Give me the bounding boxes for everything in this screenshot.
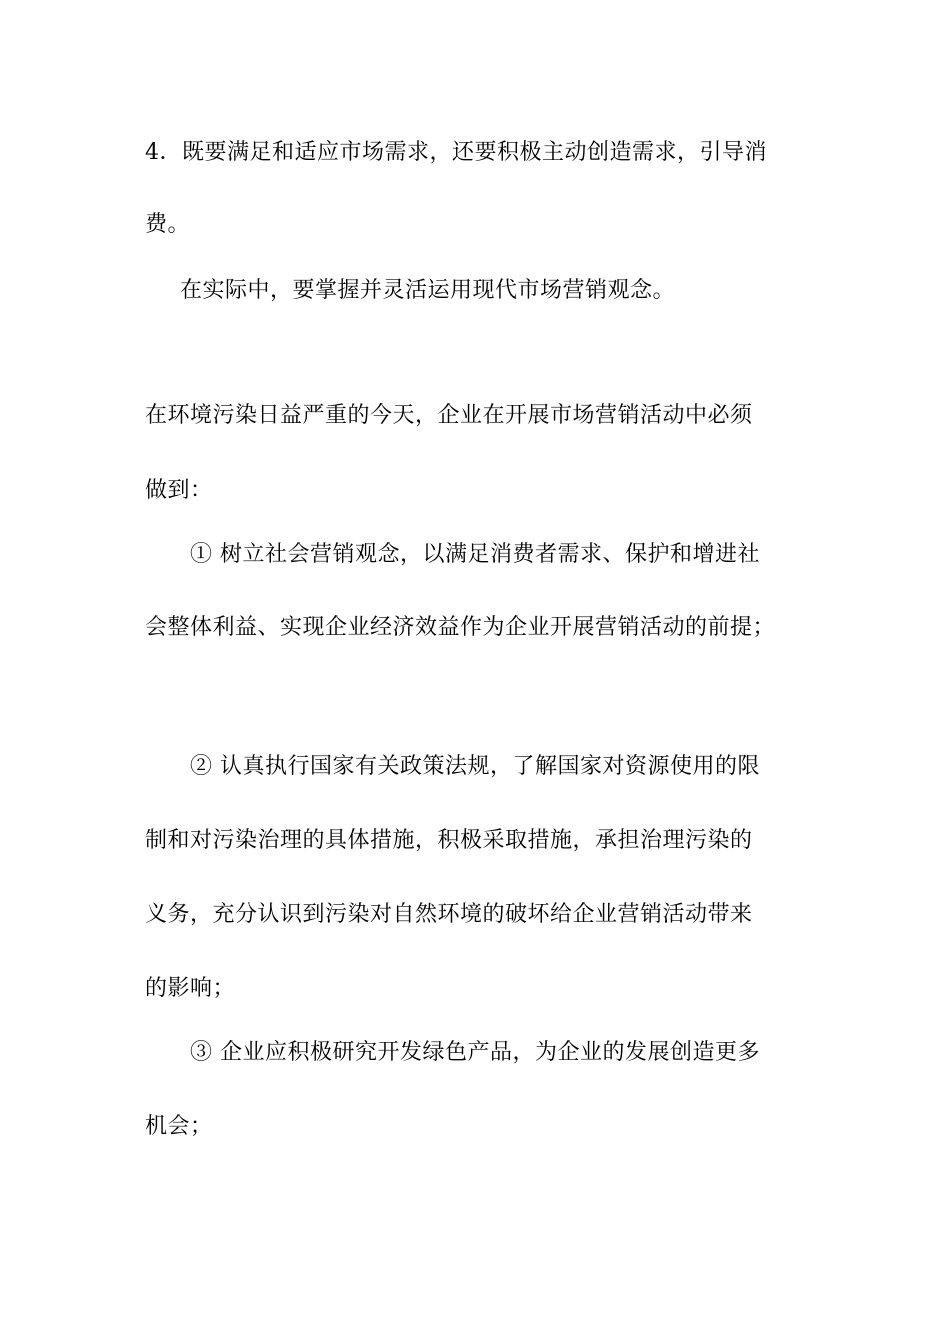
- text-line: 会整体利益、实现企业经济效益作为企业开展营销活动的前提；: [145, 615, 776, 640]
- text-line: 4．既要满足和适应市场需求，还要积极主动创造需求，引导消: [145, 140, 767, 165]
- text-line: 的影响；: [145, 976, 236, 1001]
- text-line: 在实际中，要掌握并灵活运用现代市场营销观念。: [180, 278, 676, 303]
- text-line: 制和对污染治理的具体措施，积极采取措施，承担治理污染的: [145, 828, 753, 853]
- text-line: 费。: [145, 212, 191, 237]
- text-line: ② 认真执行国家有关政策法规，了解国家对资源使用的限: [190, 754, 760, 779]
- text-line: 义务，充分认识到污染对自然环境的破坏给企业营销活动带来: [145, 902, 753, 927]
- text-line: 在环境污染日益严重的今天，企业在开展市场营销活动中必须: [145, 403, 753, 428]
- text-line: ① 树立社会营销观念，以满足消费者需求、保护和增进社: [190, 542, 760, 567]
- text-line: ③ 企业应积极研究开发绿色产品，为企业的发展创造更多: [190, 1040, 760, 1065]
- text-line: 做到：: [145, 478, 213, 503]
- text-line: 机会；: [145, 1114, 213, 1139]
